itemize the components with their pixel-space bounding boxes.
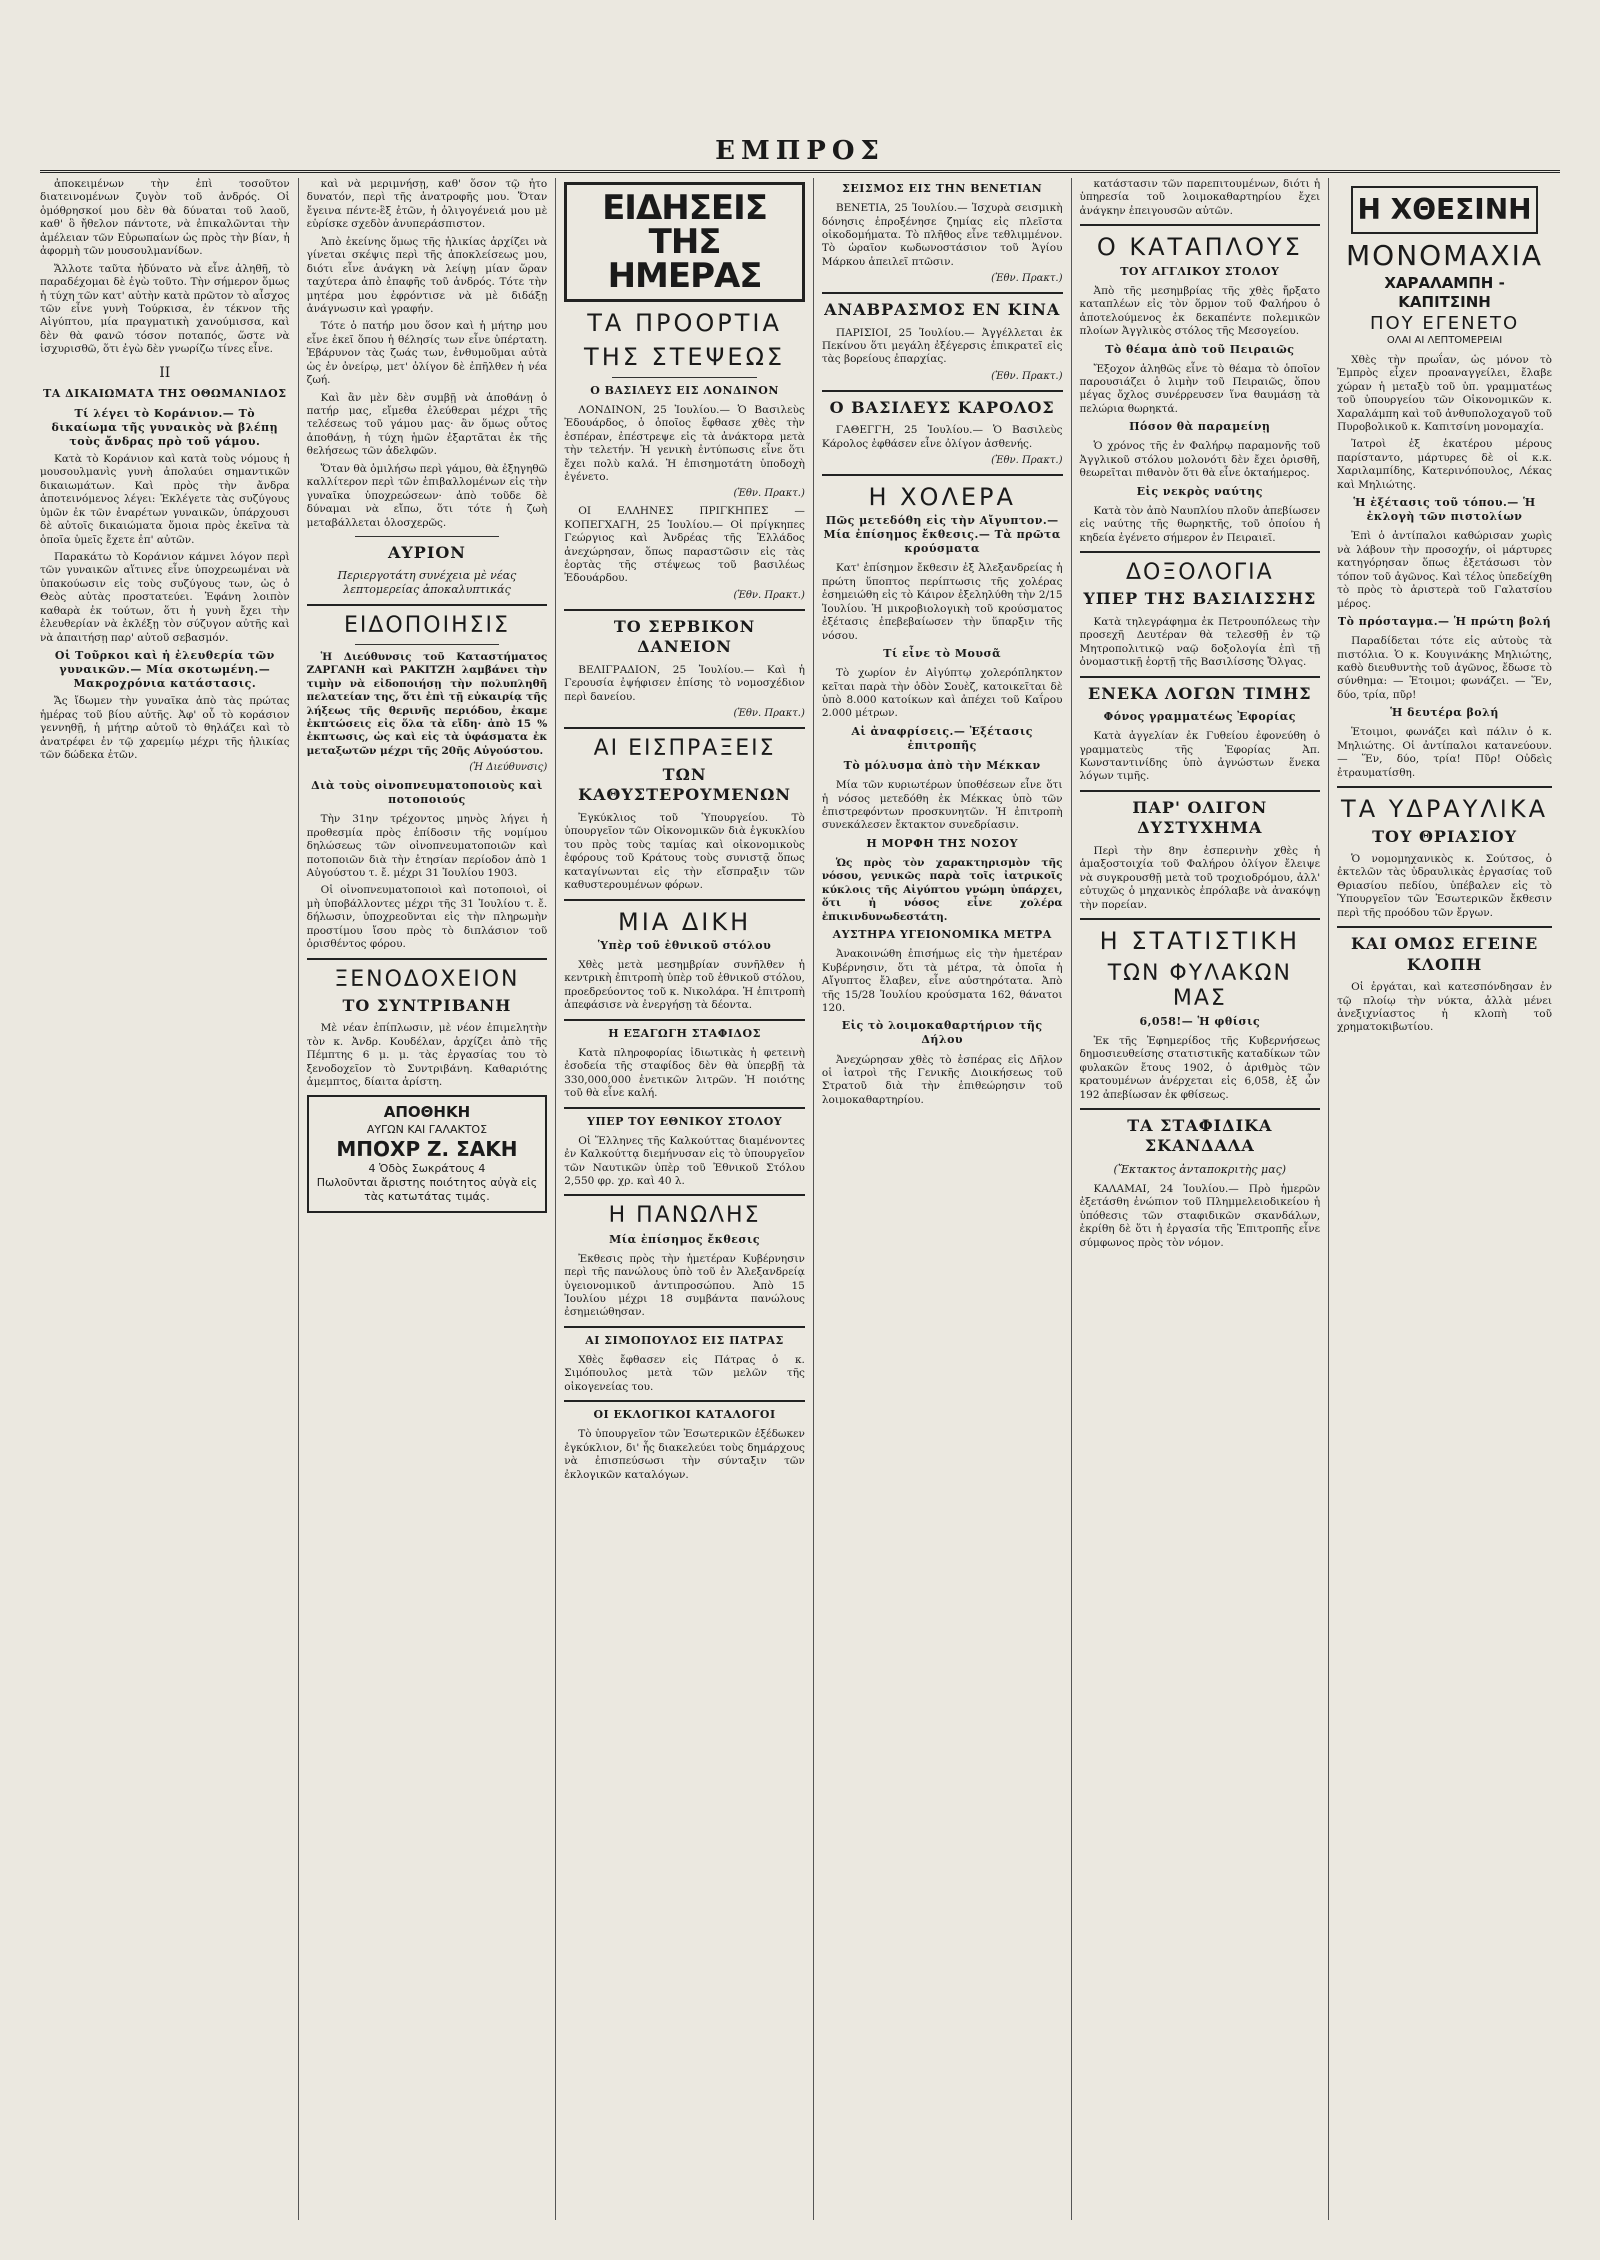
divider: [564, 727, 805, 729]
article-text: ΠΑΡΙΣΙΟΙ, 25 Ἰουλίου.— Ἀγγέλλεται ἐκ Πεκίνου ὅτι μεγάλη ἐξέγερσις ἐπικρατεῖ εἰς τὰς βορείους ἐπαρχίας.: [821, 326, 1063, 366]
divider: [1080, 224, 1321, 226]
section-heading: Η ΕΞΑΓΩΓΗ ΣΤΑΦΙΔΟΣ: [608, 1026, 761, 1040]
divider: [1080, 676, 1321, 678]
article-text: Τὸ ὑπουργεῖον τῶν Ἐσωτερικῶν ἐξέδωκεν ἐγκύκλιον, δι' ἧς διακελεύει τοὺς δημάρχους νὰ ἐπισπεύσωσι τὴν σύνταξιν τῶν ἐκλογικῶν καταλόγων.: [564, 1428, 805, 1481]
article-text: Οἱ Ἕλληνες τῆς Καλκούττας διαμένοντες ἐν Καλκούττᾳ διεμήνυσαν εἰς τὸ ὑπουργεῖον τῶν Ναυτικῶν ὑπὲρ τοῦ Ἐθνικοῦ Στόλου 2,550 φρ. χρ. καὶ 40 λ.: [564, 1134, 805, 1187]
column-1: [40, 178, 298, 2220]
article-text: Μία τῶν κυριωτέρων ὑποθέσεων εἶνε ὅτι ἡ νόσος μετεδόθη ἐκ Μέκκας ὑπὸ τῶν ἐπιστρεφόντων προσκυνητῶν. Ἡ ἐπιτροπὴ συνεκάλεσεν ἔκτακτον συνεδρίασιν.: [821, 779, 1063, 832]
divider: [1080, 1108, 1321, 1110]
column-3: [555, 178, 813, 2220]
masthead: ΕΜΠΡΟΣ: [715, 136, 885, 166]
article-text: Οἱ ἐργάται, καὶ κατεσπόνδησαν ἐν τῷ πλοίῳ τὴν νύκτα, ἀλλὰ μένει ἀνεξιχνίαστος ἡ κλοπὴ τοῦ χρηματοκιβωτίου.: [1337, 981, 1552, 1034]
article-text: Ἀπὸ τῆς μεσημβρίας τῆς χθὲς ἤρξατο καταπλέων εἰς τὸν ὅρμον τοῦ Φαλήρου ὁ ἀποτελούμενος ἐκ δεκαπέντε πολεμικῶν πλοίων Ἀγγλικὸς στόλος τῆς Μεσογείου.: [1079, 284, 1321, 338]
notice-heading: Διὰ τοὺς οἰνοπνευματοποιοὺς καὶ ποτοποιούς: [311, 779, 543, 807]
divider: [355, 536, 499, 537]
article-text: Ἐγκύκλιος τοῦ Ὑπουργείου. Τὸ ὑπουργεῖον τῶν Οἰκονομικῶν διὰ ἐγκυκλίου του πρὸς τοὺς ταμίας καὶ οἰκονομικοὺς ἐφόρους τοῦ Κράτους τοὺς συνιστᾷ ὅπως καταγίνωνται εἰς τὴν εἴσπραξιν τῶν καθυστερουμένων φόρων.: [564, 811, 805, 892]
article-text: Ἄλλοτε ταῦτα ἠδύνατο νὰ εἶνε ἀληθῆ, τὸ παραδέχομαι δὲ ἐγὼ τοῦτο. Τὴν σήμερον ὅμως ἡ τύχη τῶν κατ' αὐτὴν κατὰ πρῶτον τὸ αἶσχος τῶν εἶνε γυνὴ Τούρκισα, ἐν τέκνον τῆς Αἰγύπτου, μία πραγματικὴ χανούμισσα, καὶ δὲν θὰ φανῶ τόσον ποταπός, ὥστε νὰ ἰσχυρισθῶ, ὅτι ἐγὼ δὲν γνωρίζω τίνες εἶνε.: [40, 262, 290, 356]
section-subheading: Ὑπὲρ τοῦ ἐθνικοῦ στόλου: [597, 938, 772, 952]
section-subheading: Πόσον θὰ παραμείνῃ: [1129, 420, 1271, 434]
article-text: Τὸ χωρίον ἐν Αἰγύπτῳ χολερόπληκτον κεῖται παρὰ τὴν ὁδὸν Σουὲζ, κατοικεῖται δὲ ὑπὸ 8.000 κατοίκων καὶ ἀπέχει τοῦ Καΐρου 2.000 μέτρων.: [821, 667, 1063, 720]
article-source: (Ἐθν. Πρακτ.): [733, 589, 805, 601]
notice-text: Οἱ οἰνοπνευματοποιοὶ καὶ ποτοποιοὶ, οἱ μὴ ὑποβάλλοντες μέχρι τῆς 31 Ἰουλίου τ. ἔ. δήλωσιν, ὑποχρεοῦνται εἰς τὴν πληρωμὴν προστίμου ἴσου πρὸς τὸ διπλάσιον τοῦ ὁρισθέντος φόρου.: [306, 884, 548, 951]
hotel-ad-subtitle: ΤΟ ΣΥΝΤΡΙΒΑΝΗ: [342, 995, 512, 1015]
divider: [822, 390, 1063, 392]
feature-title-line: ΜΟΝΟΜΑΧΙΑ: [1346, 238, 1544, 272]
ad-line: ΜΠΟΧΡ Ζ. ΣΑΚΗ: [336, 1136, 518, 1161]
article-text: ΒΕΝΕΤΙΑ, 25 Ἰουλίου.— Ἰσχυρὰ σεισμικὴ δόνησις ἐπροξένησε ζημίας εἰς πλεῖστα οἰκοδομήματα. Τὸ πλῆθος εἶνε τεθλιμμένον. Τὸ ὡραῖον κωδωνοστάσιον τοῦ Ἁγίου Μάρκου ἀπειλεῖ πτῶσιν.: [821, 202, 1063, 268]
article-text: Χθὲς μετὰ μεσημβρίαν συνῆλθεν ἡ κεντρικὴ ἐπιτροπὴ ὑπὲρ τοῦ ἐθνικοῦ στόλου, προεδρεύοντος τοῦ κ. Νικολάρα. Ἡ ἐπιτροπὴ ἀπεφάσισε νὰ ἐνεργήσῃ τὰ δέοντα.: [564, 958, 805, 1012]
section-heading: ΤΩΝ ΦΥΛΑΚΩΝ ΜΑΣ: [1107, 961, 1292, 1011]
ad-line: 4 Ὁδὸς Σωκράτους 4: [368, 1162, 486, 1176]
divider: [564, 609, 805, 611]
article-text: ΓΑΘΕΓΓΗ, 25 Ἰουλίου.— Ὁ Βασιλεὺς Κάρολος ἐφθάσεν εἶνε ὀλίγον ἀσθενής.: [821, 424, 1063, 450]
divider: [564, 1326, 805, 1328]
divider: [355, 644, 499, 645]
section-heading: ΜΙΑ ΔΙΚΗ: [618, 907, 752, 936]
section-subheading: Τί λέγει τὸ Κοράνιον.— Τὸ δικαίωμα τῆς γυναικὸς νὰ βλέπῃ τοὺς ἄνδρας πρὸ τοῦ γάμου.: [51, 406, 279, 448]
article-text: ΛΟΝΔΙΝΟΝ, 25 Ἰουλίου.— Ὁ Βασιλεὺς Ἐδουάρδος, ὁ ὁποῖος ἔφθασε χθὲς τὴν ἑσπέραν, ἐπέστρεψε εἰς τὰ ἀνάκτορα μετὰ τὴν τελετήν. Ἡ γενικὴ ἐντύπωσις εἶνε ὅτι ἔχει πολὺ καλά. Ἡ ἐπισημοτάτη ὑποδοχὴ ἐγένετο.: [564, 403, 805, 484]
feature-title-line: Η ΧΘΕΣΙΝΗ: [1351, 186, 1537, 234]
article-text: Κατ' ἐπίσημον ἔκθεσιν ἐξ Ἀλεξανδρείας ἡ πρώτη ὕποπτος περίπτωσις τῆς χολέρας ἐσημειώθη εἰς τὸ Κάιρον ἐξεληλύθη τὴν 2/15 Ἰουλίου. Ἡ μικροβιολογικὴ τοῦ κρούσματος ἐξέτασις ἐπεβεβαίωσεν τὴν ὕπαρξιν τῆς νόσου.: [821, 562, 1063, 642]
news-banner: ΕΙΔΗΣΕΙΣ ΤΗΣ ΗΜΕΡΑΣ: [564, 182, 805, 302]
article-text: Ὡς πρὸς τὸν χαρακτηρισμὸν τῆς νόσου, γενικῶς παρὰ τοῖς ἰατρικοῖς κύκλοις τῆς Αἰγύπτου γνώμη ὑπάρχει, ὅτι ἡ νόσος εἶνε χολέρα ἐπικινδυνωδεστάτη.: [821, 856, 1063, 923]
masthead-rule: [40, 170, 1560, 173]
article-text: Ἀνακοινώθη ἐπισήμως εἰς τὴν ἡμετέραν Κυβέρνησιν, ὅτι τὰ μέτρα, τὰ ὁποῖα ἡ Αἴγυπτος ἔλαβεν, εἶνε αὐστηρότατα. Ἀπὸ τῆς 15/28 Ἰουλίου κρούσματα 162, θάνατοι 120.: [821, 948, 1063, 1014]
hotel-ad-title: ΞΕΝΟΔΟΧΕΙΟΝ: [334, 966, 520, 992]
section-heading: ΑΥΡΙΟΝ: [387, 542, 466, 562]
feature-title: [1337, 178, 1552, 348]
article-text: Περὶ τὴν 8ην ἐσπερινὴν χθὲς ἡ ἁμαξοστοιχία τοῦ Φαλήρου ὀλίγον ἔλειψε νὰ συγκρουσθῇ μετὰ τοῦ τροχιοδρόμου, ἀλλ' εὐτυχῶς ὁ μηχανικὸς ἐπρόλαβε νὰ ἀνακόψῃ τὴν πορείαν.: [1079, 844, 1321, 911]
section-numeral: ΙΙ: [159, 364, 171, 381]
section-heading: ΣΕΙΣΜΟΣ ΕΙΣ ΤΗΝ ΒΕΝΕΤΙΑΝ: [842, 182, 1043, 195]
section-heading: ΤΑ ΣΤΑΦΙΔΙΚΑ ΣΚΑΝΔΑΛΑ: [1127, 1116, 1273, 1156]
feature-title-line: ΧΑΡΑΛΑΜΠΗ - ΚΑΠΙΤΣΙΝΗ: [1384, 273, 1505, 311]
section-heading: ΚΑΙ ΟΜΩΣ ΕΓΕΙΝΕ ΚΛΟΠΗ: [1350, 934, 1539, 974]
section-subheading: Περιεργοτάτη συνέχεια μὲ νέας λεπτομερείας ἀποκαλυπτικάς: [337, 569, 517, 597]
ad-line: ΑΥΓΩΝ ΚΑΙ ΓΑΛΑΚΤΟΣ: [366, 1122, 488, 1136]
section-heading: ΕΝΕΚΑ ΛΟΓΩΝ ΤΙΜΗΣ: [1088, 683, 1312, 703]
article-text: Ἄς ἴδωμεν τὴν γυναῖκα ἀπὸ τὰς πρώτας ἡμέρας τοῦ βίου αὐτῆς. Ἀφ' οὗ τὸ κοράσιον γεννηθῇ, ἡ μήτηρ αὐτοῦ τὸ θηλάζει καὶ τὸ ἀνατρέφει ἐν τῷ χαρεμίῳ μέχρι τῆς ἡλικίας τῶν δώδεκα ἐτῶν.: [40, 695, 290, 762]
divider: [1080, 551, 1321, 553]
column-4: [813, 178, 1071, 2220]
section-heading: ΤΑ ΥΔΡΑΥΛΙΚΑ: [1341, 795, 1549, 824]
divider: [1337, 926, 1552, 928]
article-text: ΚΑΛΑΜΑΙ, 24 Ἰουλίου.— Πρὸ ἡμερῶν ἐξετάσθη ἐνώπιον τοῦ Πλημμελειοδικείου ἡ ὑπόθεσις τῶν σταφιδικῶν σκανδάλων, ἐκρίθη δὲ ὅτι ἡ ἐργασία τῆς Ἐπιτροπῆς εἶνε σύμφωνος πρὸς τὸν νόμον.: [1079, 1183, 1321, 1249]
article-text: Κατὰ τηλεγράφημα ἐκ Πετρουπόλεως τὴν προσεχῆ Δευτέραν θὰ τελεσθῇ ἐν τῷ Μητροπολιτικῷ ναῷ δοξολογία ἐπὶ τῇ ὀνομαστικῇ ἑορτῇ τῆς Βασιλίσσης Ὄλγας.: [1079, 615, 1321, 669]
section-subheading: Η ΜΟΡΦΗ ΤΗΣ ΝΟΣΟΥ: [866, 836, 1018, 850]
section-heading: Ο ΒΑΣΙΛΕΥΣ ΚΑΡΟΛΟΣ: [829, 397, 1055, 417]
section-heading: ΤΑ ΔΙΚΑΙΩΜΑΤΑ ΤΗΣ ΟΘΩΜΑΝΙΔΟΣ: [43, 386, 287, 400]
notice-text: Ἡ Διεύθυνσις τοῦ Καταστήματος ΖΑΡΓΑΝΗ καὶ ΡΑΚΙΤΖΗ λαμβάνει τὴν τιμὴν νὰ εἰδοποιήσῃ τὴν πολυπληθῆ πελατείαν της, ὅτι ἐπὶ τῇ εὐκαιρίᾳ τῆς λήξεως τῆς θερινῆς περιόδου, ἐκαμε ἐκπτώσεις εἰς ὅλα τὰ εἴδη· ἀπὸ 15 % ἐκπτωσις, ὡς καὶ εἰς τὰ ὑφάσματα ἐκ μεταξωτῶν μέχρι τῆς 20ῆς Αὐγούστου.: [306, 650, 548, 757]
notices-heading: ΕΙΔΟΠΟΙΗΣΙΣ: [343, 612, 510, 638]
article-text: Χθὲς τὴν πρωΐαν, ὡς μόνον τὸ Ἐμπρὸς εἶχεν προαναγγείλει, ἔλαβε χώραν ἡ μεταξὺ τοῦ ὑπ. γραμματέως τοῦ ὑπουργείου τῶν Οἰκονομικῶν κ. Χαραλάμπη καὶ τοῦ ἀνθυπολοχαγοῦ τοῦ Πυροβολικοῦ κ. Καπιτσίνη μονομαχία.: [1337, 353, 1552, 434]
article-text: ΟΙ ΕΛΛΗΝΕΣ ΠΡΙΓΚΗΠΕΣ — ΚΟΠΕΓΧΑΓΗ, 25 Ἰουλίου.— Οἱ πρίγκηπες Γεώργιος καὶ Ἀνδρέας τῆς Ἑλλάδος ἀνεχώρησαν, ὅπως παραστῶσιν εἰς τὰς ἑορτὰς τῆς στέψεως τοῦ βασιλέως Ἐδουάρδου.: [564, 505, 805, 585]
section-heading: ΑΝΑΒΡΑΣΜΟΣ ΕΝ ΚΙΝΑ: [824, 300, 1061, 320]
article-text: Ἐπὶ ὁ ἀντίπαλοι καθώρισαν χωρὶς νὰ λάβουν τὴν προσοχήν, οἱ μάρτυρες κατηγόρησαν ὅπως ἐξετάσωσι τὸν τόπον τοῦ ἀγῶνος. Καὶ τέλος ὑπεδείχθη τὸ πρὸς τὸ ἀριστερὰ τοῦ Γαλατσίου μέρος.: [1337, 530, 1552, 610]
article-text: Ὁ νομομηχανικὸς κ. Σούτσος, ὁ ἐκτελῶν τὰς ὑδραυλικὰς ἐργασίας τοῦ Θριασίου πεδίου, ὑπέβαλεν εἰς τὸ Ὑπουργεῖον τῶν Ἐσωτερικῶν ἔκθεσιν περὶ τῆς προόδου τῶν ἔργων.: [1337, 852, 1552, 919]
column-6: [1328, 178, 1560, 2220]
section-heading: ΥΠΕΡ ΤΟΥ ΕΘΝΙΚΟΥ ΣΤΟΛΟΥ: [586, 1114, 783, 1128]
divider: [1080, 918, 1321, 920]
section-heading: ΤΗΣ ΣΤΕΨΕΩΣ: [584, 343, 786, 372]
notice-source: (Ἡ Διεύθυνσις): [469, 762, 548, 774]
section-heading: ΤΩΝ ΚΑΘΥΣΤΕΡΟΥΜΕΝΩΝ: [578, 764, 791, 805]
section-heading: ΑΙ ΕΙΣΠΡΑΞΕΙΣ: [593, 735, 776, 761]
advertisement-box: [307, 1095, 548, 1212]
divider: [822, 474, 1063, 476]
article-text: Καὶ ἂν μὲν δὲν συμβῇ νὰ ἀποθάνῃ ὁ πατήρ μας, εἴμεθα ἐλεύθεραι μέχρι τῆς τελέσεως τοῦ γάμου μας· ἂν ὅμως οὗτος ἀποθάνῃ, ἡ τύχη ἡμῶν ἐξαρτᾶται ἐκ τῆς θελήσεως τῶν ἀδελφῶν.: [306, 391, 548, 458]
article-text: ἀποκειμένων τὴν ἐπὶ τοσοῦτον διατεινομένων ζυγὸν τοῦ ἀνδρός. Οἱ ὁμόθρησκοί μου δὲν θὰ δύναται τοῦ λαοῦ, καθ' ὃ ἤθελον πάντοτε, νὰ ἐπικαλῶνται τὴν ἀμέλειαν τῶν Εὐρωπαίων ὡς πρὸς τὴν βίαν, ἡ ἀφορμὴ τῶν μουσουλμανίδων.: [40, 178, 290, 258]
section-subheading: ΑΥΣΤΗΡΑ ΥΓΕΙΟΝΟΜΙΚΑ ΜΕΤΡΑ: [832, 928, 1052, 942]
divider: [1337, 786, 1552, 788]
article-text: Ἀνεχώρησαν χθὲς τὸ ἑσπέρας εἰς Δῆλον οἱ ἰατροὶ τῆς Γενικῆς Διοικήσεως τοῦ Στρατοῦ διὰ τὴν ἐπιθεώρησιν τοῦ λοιμοκαθαρτηρίου.: [821, 1053, 1063, 1106]
hotel-ad-text: Μὲ νέαν ἐπίπλωσιν, μὲ νέον ἐπιμελητὴν τὸν κ. Ἀνδρ. Κουδέλαν, ἀρχίζει ἀπὸ τῆς Πέμπτης 6 μ. μ. τὰς ἐργασίας του τὸ ξενοδοχεῖον τὸ Συντριβάνη. Καθαριότης ἀμεμπτος, δίαιτα ἀρίστη.: [306, 1022, 548, 1088]
section-heading: ΤΟΥ ΘΡΙΑΣΙΟΥ: [1372, 826, 1517, 846]
divider: [1080, 790, 1321, 792]
article-text: ΒΕΛΙΓΡΑΔΙΟΝ, 25 Ἰουλίου.— Καὶ ἡ Γερουσία ἐψήφισεν ἐπίσης τὸ νομοσχέδιον περὶ δανείου.: [564, 663, 805, 703]
section-heading: Ο ΚΑΤΑΠΛΟΥΣ: [1096, 233, 1303, 262]
article-text: Ὁ χρόνος τῆς ἐν Φαλήρῳ παραμονῆς τοῦ Ἀγγλικοῦ στόλου μολονότι δὲν ἔχει ὁρισθῆ, θεωρεῖται πιθανὸν ὅτι θὰ εἶνε ὀκταήμερος.: [1079, 440, 1321, 480]
article-text: Παρακάτω τὸ Κοράνιον κάμνει λόγον περὶ τῶν γυναικῶν αἵτινες εἶνε ὑποχρεωμέναι νὰ ὑπακούωσιν εἰς τοὺς συζύγους των, ὡς ὁ Θεὸς αὐτὰς προστατεύει. Ἐφάνη λοιπὸν καθαρὰ ἐκ τούτων, ὅτι ἡ γυνὴ ἔχει τὴν ἐλευθερίαν νὰ ἐκλέξῃ τὸν σύζυγον αὐτῆς καὶ νὰ ἀπαιτήσῃ παρ' αὐτοῦ σεβασμόν.: [40, 550, 290, 644]
article-source: (Ἐθν. Πρακτ.): [733, 488, 805, 500]
section-subheading: Ἡ δευτέρα βολή: [1390, 706, 1499, 720]
article-source: (Ἐθν. Πρακτ.): [991, 370, 1063, 382]
article-text: Κατὰ τὸ Κοράνιον καὶ κατὰ τοὺς νόμους ἡ μουσουλμανὶς γυνὴ ἀπολαύει σημαντικῶν δικαιωμάτων. Καὶ πρὸς τὴν ἄνδρα ἀποτεινόμενος λέγει: Ἐκλέγετε τὰς συζύγους ὑμῶν ἐκ τῶν ἐναρέτων γυναικῶν, ὑπάρχουσι δὲ αὐτοῖς δικαιώματα ὅμοια πρὸς ἐκεῖνα τὰ ὁποῖα ὑμεῖς ἔχετε ἐπ' αὐτῶν.: [40, 452, 290, 546]
section-subheading: Τὸ θέαμα ἀπὸ τοῦ Πειραιῶς: [1105, 342, 1295, 356]
article-source: (Ἐθν. Πρακτ.): [733, 707, 805, 719]
section-subheading: Φόνος γραμματέως Ἐφορίας: [1103, 710, 1296, 724]
ad-line: ΑΠΟΘΗΚΗ: [383, 1103, 471, 1122]
column-5: [1071, 178, 1329, 2220]
divider: [564, 1107, 805, 1109]
section-heading: ΤΟ ΣΕΡΒΙΚΟΝ ΔΑΝΕΙΟΝ: [613, 616, 756, 657]
divider: [612, 377, 756, 378]
section-subheading: (Ἔκτακτος ἀνταποκριτὴς μας): [1113, 1162, 1287, 1176]
article-text: Χθὲς ἔφθασεν εἰς Πάτρας ὁ κ. Σιμόπουλος μετὰ τῶν μελῶν τῆς οἰκογενείας του.: [564, 1353, 805, 1393]
article-text: κατάστασιν τῶν παρεπιτουμένων, διότι ἡ ὑπηρεσία τοῦ λοιμοκαθαρτηρίου ἔχει ἀνάγκην ἐπειγουσῶν αὐτῶν.: [1079, 178, 1321, 217]
section-subheading: Τί εἶνε τὸ Μουσᾶ: [883, 647, 1002, 661]
ad-line: Πωλοῦνται ἄριστης ποιότητος αὐγὰ εἰς τὰς κατωτάτας τιμάς.: [316, 1176, 538, 1204]
article-text: Κατὰ ἀγγελίαν ἐκ Γυθείου ἐφονεύθη ὁ γραμματεὺς τῆς Ἐφορίας Ἀπ. Κωνσταντινίδης ὑπὸ ἀγνώστων ἕνεκα λόγων τιμῆς.: [1079, 730, 1321, 783]
section-heading: ΤΑ ΠΡΟΟΡΤΙΑ: [587, 309, 782, 337]
article-text: Ἐκθεσις πρὸς τὴν ἡμετέραν Κυβέρνησιν περὶ τῆς πανώλους ὑπὸ τοῦ ἐν Ἀλεξανδρείᾳ ὑγειονομικοῦ ἀντιπροσώπου. Ἀπὸ 15 Ἰουλίου μέχρι 18 συμβάντα πανώλους ἐσημειώθησαν.: [564, 1252, 805, 1319]
notice-text: Τὴν 31ην τρέχοντος μηνὸς λήγει ἡ προθεσμία πρὸς ἐπίδοσιν τῆς νομίμου δηλώσεως τῶν οἰνοπνευματοποιῶν καὶ ποτοποιῶν διὰ τὴν ἐτησίαν περίοδον ἀπὸ 1 Αὐγούστου τ. ἔ. μέχρι 31 Ἰουλίου 1903.: [306, 813, 548, 879]
article-text: Ἔξοχον ἀληθῶς εἶνε τὸ θέαμα τὸ ὁποῖον παρουσιάζει ὁ λιμὴν τοῦ Πειραιῶς, ὅπου μέγας ὄχλος συνέρρευσεν ἵνα θαυμάσῃ τὰ πελώρια θωρηκτά.: [1079, 362, 1321, 415]
article-source: (Ἐθν. Πρακτ.): [991, 273, 1063, 285]
section-heading: ΔΟΞΟΛΟΓΙΑ: [1125, 560, 1274, 586]
divider: [564, 1019, 805, 1021]
section-subheading: Ο ΒΑΣΙΛΕΥΣ ΕΙΣ ΛΟΝΔΙΝΟΝ: [590, 383, 779, 397]
section-heading: Η ΣΤΑΤΙΣΤΙΚΗ: [1099, 926, 1300, 955]
article-text: καὶ νὰ μεριμνήσῃ, καθ' ὅσον τῷ ἦτο δυνατόν, περὶ τῆς ἀνατροφῆς μου. Ὅταν ἔγεινα πέντε-ἓξ ἐτῶν, ἡ ὀλιγογένειά μου μὲ εὑρίσκε σχεδὸν ἀνυπεράσπιστον.: [306, 178, 548, 231]
article-text: Ἐκ τῆς Ἐφημερίδος τῆς Κυβερνήσεως δημοσιευθείσης στατιστικῆς καταδίκων τῶν φυλακῶν ἔτους 1902, ὁ ἀριθμὸς τῶν κρατουμένων ἀνέρχεται εἰς 6,058, ἐξ ὧν 192 ἀπεβίωσαν ἐκ φθίσεως.: [1079, 1034, 1321, 1101]
section-heading: ΤΟΥ ΑΓΓΛΙΚΟΥ ΣΤΟΛΟΥ: [1120, 264, 1280, 278]
article-text: Ἰατροὶ ἐξ ἑκατέρου μέρους παρίσταντο, μάρτυρες δὲ οἱ κ.κ. Χαριλαμπίδης, Κατερινόπουλος, Λέκας καὶ Μηλιώτης.: [1337, 438, 1552, 491]
section-subheading: Εἰς τὸ λοιμοκαθαρτήριον τῆς Δήλου: [841, 1019, 1043, 1047]
section-subheading: Οἱ Τοῦρκοι καὶ ἡ ἐλευθερία τῶν γυναικῶν.— Μία σκοτωμένη.— Μακροχρόνια κατάστασις.: [54, 649, 275, 691]
article-text: Κατὰ τὸν ἀπὸ Ναυπλίου πλοῦν ἀπεβίωσεν εἰς ναύτης τῆς θωρηκτῆς, τοῦ ὁποίου ἡ κηδεία ἐγένετο σήμερον ἐν Πειραιεῖ.: [1079, 504, 1321, 544]
section-subheading: Εἰς νεκρὸς ναύτης: [1136, 484, 1263, 498]
section-heading: ΑΙ ΣΙΜΟΠΟΥΛΟΣ ΕΙΣ ΠΑΤΡΑΣ: [585, 1333, 784, 1347]
article-text: Ὅταν θὰ ὁμιλήσω περὶ γάμου, θὰ ἐξηγηθῶ καλλίτερον περὶ τῶν ἐπιβαλλομένων εἰς τὴν γυναῖκα ὑποχρεώσεων· ἀπὸ τοῦδε δὲ δύναμαι νὰ εἴπω, ὅτι τότε ἡ ζωὴ μεταβάλλεται ὁλοσχερῶς.: [306, 462, 548, 529]
divider: [822, 292, 1063, 294]
feature-title-line: ΠΟΥ ΕΓΕΝΕΤΟ: [1369, 313, 1520, 335]
divider: [564, 899, 805, 901]
article-source: (Ἐθν. Πρακτ.): [991, 454, 1063, 466]
article-text: Ἀπὸ ἐκείνης ὅμως τῆς ἡλικίας ἀρχίζει νὰ γίνεται σκέψις περὶ τῆς ἀποκλείσεως μου, διότι εἶνε ἀνάγκη νὰ λείψῃ μίαν ὥραν ταχύτερα ἀπὸ ἐπαφῆς τοῦ ἀνδρός. Τότε τὴν μητέρα μου ἐφρόντισε νὰ μὲ διδάξῃ ἀνάγνωσιν καὶ γραφήν.: [306, 235, 548, 315]
section-heading: Η ΠΑΝΩΛΗΣ: [608, 1203, 761, 1229]
section-subheading: Πῶς μετεδόθη εἰς τὴν Αἴγυπτον.— Μία ἐπίσημος ἔκθεσις.— Τὰ πρῶτα κρούσματα: [823, 514, 1061, 556]
section-subheading: Αἱ ἀναφρίσεις.— Ἐξέτασις ἐπιτροπῆς: [851, 724, 1033, 752]
columns: [40, 178, 1560, 2220]
article-text: Τότε ὁ πατήρ μου ὅσον καὶ ἡ μήτηρ μου εἶνε ἐκεῖ ὅπου ἡ θέλησίς των εἶνε ὑπέρτατη. Ἐβάρυνον τὰς ζωάς των, ἐνθυμοῦμαι αὐτὰ ὡς ἐν ὀνείρῳ, μετ' ὀλίγον δὲ ἐπῆλθεν ἡ νέα ζωή.: [306, 320, 548, 387]
divider: [307, 604, 548, 606]
section-heading: Η ΧΟΛΕΡΑ: [868, 482, 1016, 511]
section-subheading: 6,058!— Ἡ φθίσις: [1139, 1014, 1261, 1028]
divider: [307, 958, 548, 960]
section-heading: ΟΙ ΕΚΛΟΓΙΚΟΙ ΚΑΤΑΛΟΓΟΙ: [593, 1408, 776, 1422]
section-subheading: Ἡ ἐξέτασις τοῦ τόπου.— Ἡ ἐκλογὴ τῶν πιστολίων: [1353, 496, 1536, 524]
article-text: Παραδίδεται τότε εἰς αὐτοὺς τὰ πιστόλια. Ὁ κ. Κουγινάκης Μηλιώτης, καθὸ διευθυντὴς τοῦ ἀγῶνος, ἔδωσε τὸ σύνθημα: — Ἑτοιμοι; φωνάζει. — Ἕν, δύο, τρία, πῦρ!: [1337, 635, 1552, 701]
section-subheading: Τὸ πρόσταγμα.— Ἡ πρώτη βολή: [1337, 615, 1552, 629]
section-heading: ΠΑΡ' ΟΛΙΓΟΝ ΔΥΣΤΥΧΗΜΑ: [1132, 797, 1268, 838]
divider: [564, 1194, 805, 1196]
section-heading: ΥΠΕΡ ΤΗΣ ΒΑΣΙΛΙΣΣΗΣ: [1083, 589, 1317, 609]
article-text: Ἑτοιμοι, φωνάζει καὶ πάλιν ὁ κ. Μηλιώτης. Οἱ ἀντίπαλοι κατανεύουν. — Ἕν, δύο, τρία! Πῦρ! Οὐδεὶς ἐτραυματίσθη.: [1337, 726, 1552, 779]
column-2: [298, 178, 556, 2220]
feature-title-line: ΟΛΑΙ ΑΙ ΛΕΠΤΟΜΕΡΕΙΑΙ: [1386, 335, 1503, 347]
divider: [564, 1400, 805, 1402]
section-subheading: Τὸ μόλυσμα ἀπὸ τὴν Μέκκαν: [843, 759, 1041, 773]
article-text: Κατὰ πληροφορίας ἰδιωτικὰς ἡ φετεινὴ ἐσοδεία τῆς σταφίδος δὲν θὰ ὑπερβῇ τὰ 330,000,000 ἑνετικῶν λιτρῶν. Ἡ ποιότης τοῦ θὰ εἶνε καλή.: [564, 1046, 805, 1100]
section-subheading: Μία ἐπίσημος ἔκθεσις: [609, 1232, 761, 1246]
